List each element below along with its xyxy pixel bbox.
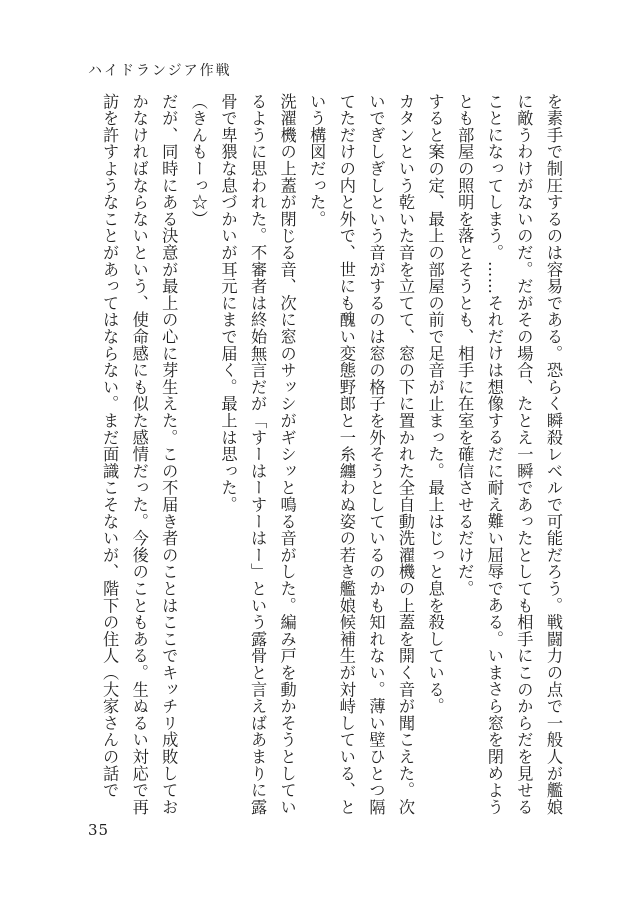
running-header-title: ハイドランジア作戦 [88, 63, 232, 79]
paragraph: カタンという乾いた音を立てて、窓の下に置かれた全自動洗濯機の上蓋を開く音が聞こえた。次いでぎしぎしという音がするのは窓の格子を外そうとしているのかも知れない。薄い壁ひとつ隔てただけの内と外で、世にも醜い変態野郎と一糸纏わぬ姿の若き艦娘候補生が対峙している、という構図だった。 [307, 93, 416, 816]
vertical-body-text [88, 93, 568, 823]
paragraph: （きんもーっ☆） [188, 93, 208, 228]
paragraph: すると案の定、最上の部屋の前で足音が止まった。最上はじっと息を殺している。 [425, 93, 445, 715]
paragraph: 洗濯機の上蓋が閉じる音、次に窓のサッシがギシッと鳴る音がした。編み戸を動かそうとしているように思われた。不審者は終始無言だが「すーはーすーはー」という露骨と言えばあまりに露骨で卑猥な息づかいが耳元にまで届く。最上は思った。 [218, 93, 297, 816]
paragraph: だが、同時にある決意が最上の心に芽生えた。この不届き者のことはここでキッチリ成敗しておかなければならないという、使命感にも似た感情だった。今後のこともある。生ぬるい対応で再訪を許すようなことがあってはならない。まだ面識こそないが、階下の住人（大家さんの話で [100, 93, 179, 816]
paragraph: を素手で制圧するのは容易である。恐らく瞬殺レベルで可能だろう。戦闘力の点で一般人が艦娘に敵うわけがないのだ。だがその場合、たとえ一瞬であったとしても相手にこのからだを見せることになってしまう。……それだけは想像するだに耐え難い屈辱である。いまさら窓を閉めようとも部屋の照明を落とそうとも、相手に在室を確信させるだけだ。 [455, 93, 563, 816]
page-number: 35 [88, 821, 110, 839]
